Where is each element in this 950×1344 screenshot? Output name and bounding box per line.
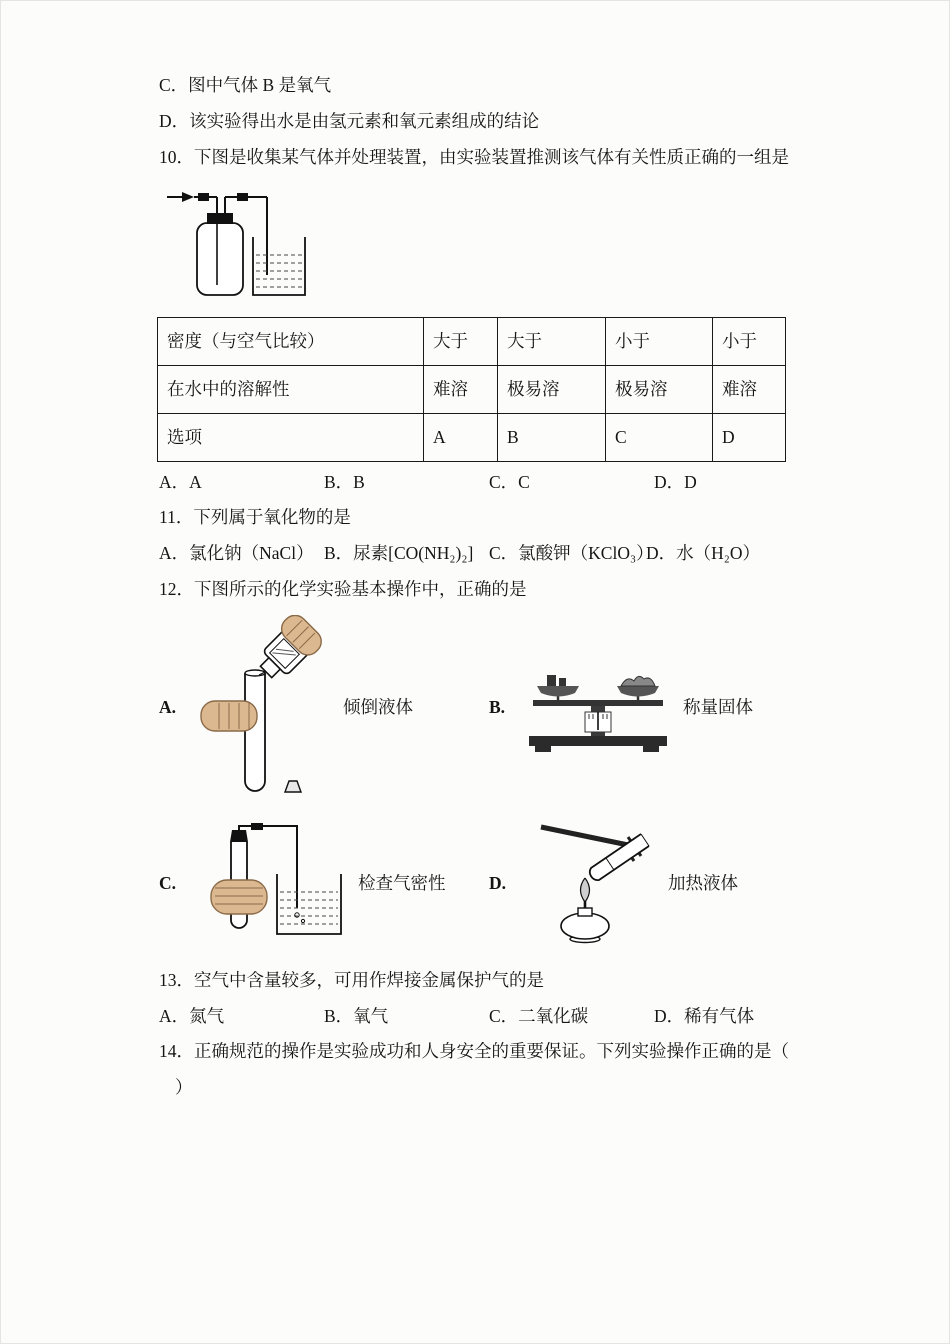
q12-figure-a (159, 615, 489, 800)
q10-table (157, 317, 786, 462)
q11-options (159, 543, 799, 564)
figure-label-d: D. (489, 872, 507, 893)
q11-stem: 11．下列属于氧化物的是 (159, 507, 351, 527)
gas-apparatus-figure (165, 183, 799, 301)
figure-label-b: B. (489, 697, 506, 717)
table-cell: 小于 (713, 318, 786, 366)
q12-stem: 12．下图所示的化学实验基本操作中，正确的是 (159, 579, 527, 599)
q10-option-b: B．B (324, 472, 365, 492)
q14-stem: 14．正确规范的操作是实验成功和人身安全的重要保证。下列实验操作正确的是（ (159, 1041, 789, 1061)
q10-stem: 10．下图是收集某气体并处理装置，由实验装置推测该气体有关性质正确的一组是 (159, 147, 789, 167)
q13-option-d: D．稀有气体 (654, 1006, 755, 1026)
table-cell: A (424, 414, 498, 462)
q11-option-c: C．氯酸钾（KClO₃） (489, 543, 654, 563)
figure-label-c: C. (159, 872, 177, 893)
heat-liquid-figure (523, 822, 658, 944)
table-cell: 极易溶 (498, 366, 606, 414)
figure-label-a: A. (159, 697, 177, 717)
table-cell: 难溶 (424, 366, 498, 414)
q11-option-b: B．尿素[CO(NH₂)₂] (324, 543, 474, 563)
airtight-check-figure (193, 822, 348, 944)
balance-figure (523, 660, 673, 755)
table-cell: 小于 (606, 318, 713, 366)
table-cell: 难溶 (713, 366, 786, 414)
q10-option-c: C．C (489, 472, 530, 492)
figure-caption-c: 检查气密性 (358, 872, 446, 893)
table-cell: 极易溶 (606, 366, 713, 414)
table-cell: 密度（与空气比较） (158, 318, 424, 366)
q12-figure-b (489, 660, 753, 755)
q12-figure-row-1 (159, 615, 799, 800)
q9-option-d: D．该实验得出水是由氢元素和氧元素组成的结论 (159, 111, 540, 131)
q12-figure-row-2 (159, 822, 799, 944)
q13-option-b: B．氧气 (324, 1006, 389, 1026)
table-cell: 选项 (158, 414, 424, 462)
q10-option-d: D．D (654, 472, 697, 492)
q13-option-a: A．氮气 (159, 1006, 225, 1026)
q12-figure-c (159, 822, 489, 944)
figure-caption-d: 加热液体 (668, 872, 738, 893)
table-cell: C (606, 414, 713, 462)
q13-option-c: C．二氧化碳 (489, 1006, 589, 1026)
pour-liquid-figure (193, 615, 333, 800)
q11-option-d: D．水（H₂O） (646, 543, 761, 563)
table-cell: D (713, 414, 786, 462)
q13-stem: 13．空气中含量较多，可用作焊接金属保护气的是 (159, 970, 544, 990)
q10-options (159, 472, 799, 493)
table-row-density (158, 318, 786, 366)
q9-option-c: C．图中气体 B 是氧气 (159, 75, 332, 95)
table-cell: 在水中的溶解性 (158, 366, 424, 414)
q11-option-a: A．氯化钠（NaCl） (159, 543, 314, 563)
table-cell: 大于 (424, 318, 498, 366)
figure-caption-a: 倾倒液体 (343, 697, 413, 717)
table-row-choice (158, 414, 786, 462)
q14-stem-continuation: ） (175, 1077, 193, 1097)
table-row-solubility (158, 366, 786, 414)
q10-option-a: A．A (159, 472, 202, 492)
table-cell: B (498, 414, 606, 462)
q12-figure-d (489, 822, 738, 944)
q13-options (159, 1006, 799, 1027)
figure-caption-b: 称量固体 (683, 697, 753, 717)
gas-apparatus-svg (165, 183, 355, 301)
table-cell: 大于 (498, 318, 606, 366)
page-content (159, 75, 799, 1113)
